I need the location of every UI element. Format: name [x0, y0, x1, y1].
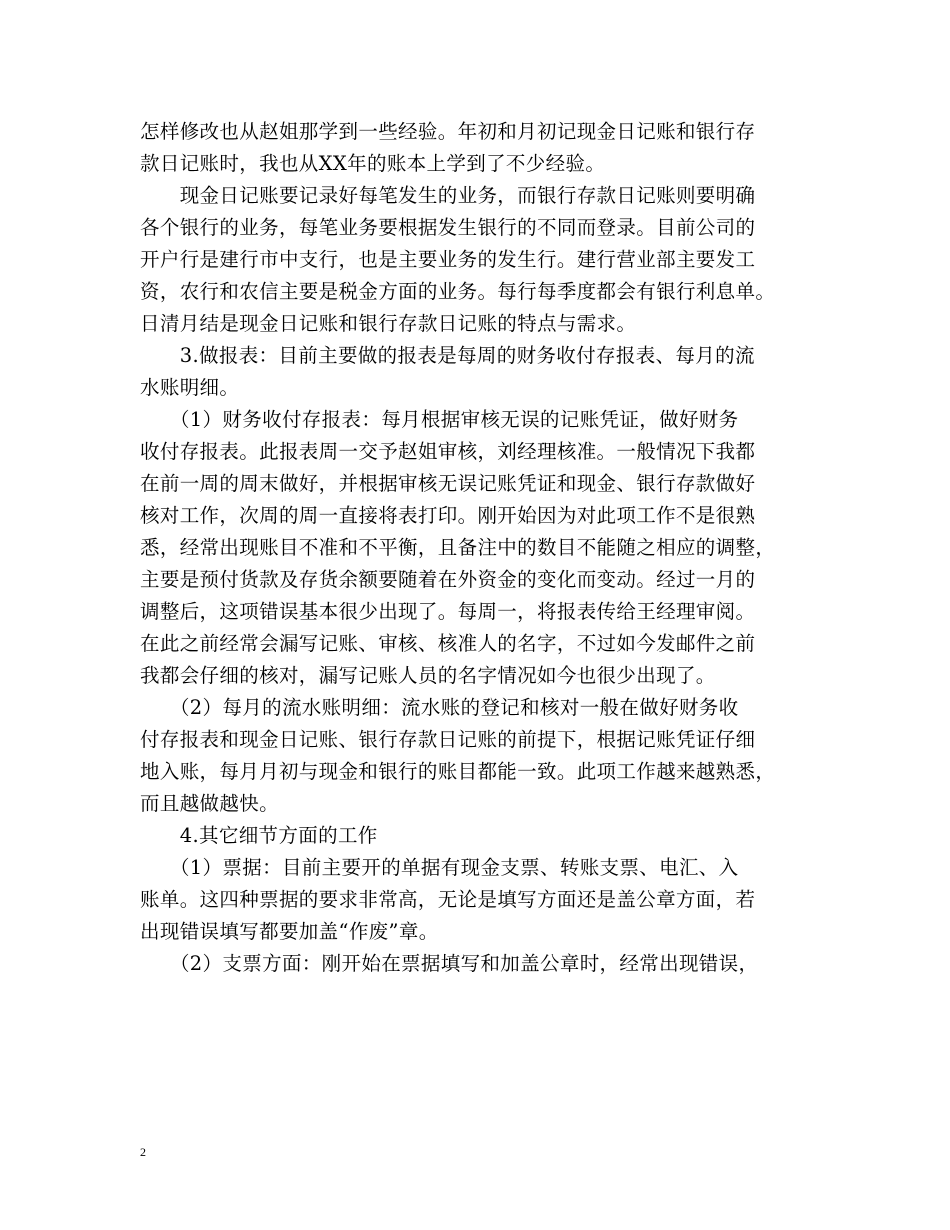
text-line: （2）每月的流水账明细：流水账的登记和核对一般在做好财务收: [140, 696, 739, 719]
text-line: 调整后，这项错误基本很少出现了。每周一，将报表传给王经理审阅。: [140, 600, 756, 623]
text-line: 账单。这四种票据的要求非常高，无论是填写方面还是盖公章方面，若: [140, 888, 756, 911]
text-line: 我都会仔细的核对，漏写记账人员的名字情况如今也很少出现了。: [140, 664, 716, 687]
text-line: 3.做报表：目前主要做的报表是每周的财务收付存报表、每月的流: [140, 344, 755, 367]
body-text: [140, 116, 820, 980]
text-line: 水账明细。: [140, 376, 240, 399]
text-line: 地入账，每月月初与现金和银行的账目都能一致。此项工作越来越熟悉，: [140, 760, 776, 783]
text-line: 资，农行和农信主要是税金方面的业务。每行每季度都会有银行利息单。: [140, 280, 776, 303]
text-line: 而且越做越快。: [140, 792, 279, 815]
text-line: 核对工作，次周的周一直接将表打印。刚开始因为对此项工作不是很熟: [140, 504, 756, 527]
text-line: 出现错误填写都要加盖“作废”章。: [140, 920, 439, 943]
text-line: 款日记账时，我也从XX年的账本上学到了不少经验。: [140, 152, 606, 175]
page-number: 2: [140, 1145, 146, 1159]
text-line: 各个银行的业务，每笔业务要根据发生银行的不同而登录。目前公司的: [140, 216, 756, 239]
text-line: （1）财务收付存报表：每月根据审核无误的记账凭证，做好财务: [140, 408, 739, 431]
text-line: 收付存报表。此报表周一交予赵姐审核，刘经理核准。一般情况下我都: [140, 440, 756, 463]
text-line: 4.其它细节方面的工作: [140, 824, 378, 847]
text-line: 现金日记账要记录好每笔发生的业务，而银行存款日记账则要明确: [140, 184, 756, 207]
text-line: 主要是预付货款及存货余额要随着在外资金的变化而变动。经过一月的: [140, 568, 756, 591]
text-line: 在此之前经常会漏写记账、审核、核准人的名字，不过如今发邮件之前: [140, 632, 756, 655]
text-line: （1）票据：目前主要开的单据有现金支票、转账支票、电汇、入: [140, 856, 739, 879]
text-line: 在前一周的周末做好，并根据审核无误记账凭证和现金、银行存款做好: [140, 472, 756, 495]
text-line: 日清月结是现金日记账和银行存款日记账的特点与需求。: [140, 312, 637, 335]
text-line: 怎样修改也从赵姐那学到一些经验。年初和月初记现金日记账和银行存: [140, 120, 756, 143]
text-line: （2）支票方面：刚开始在票据填写和加盖公章时，经常出现错误，: [140, 952, 759, 975]
text-line: 悉，经常出现账目不准和不平衡，且备注中的数目不能随之相应的调整，: [140, 536, 776, 559]
text-line: 付存报表和现金日记账、银行存款日记账的前提下，根据记账凭证仔细: [140, 728, 756, 751]
text-line: 开户行是建行市中支行，也是主要业务的发生行。建行营业部主要发工: [140, 248, 756, 271]
